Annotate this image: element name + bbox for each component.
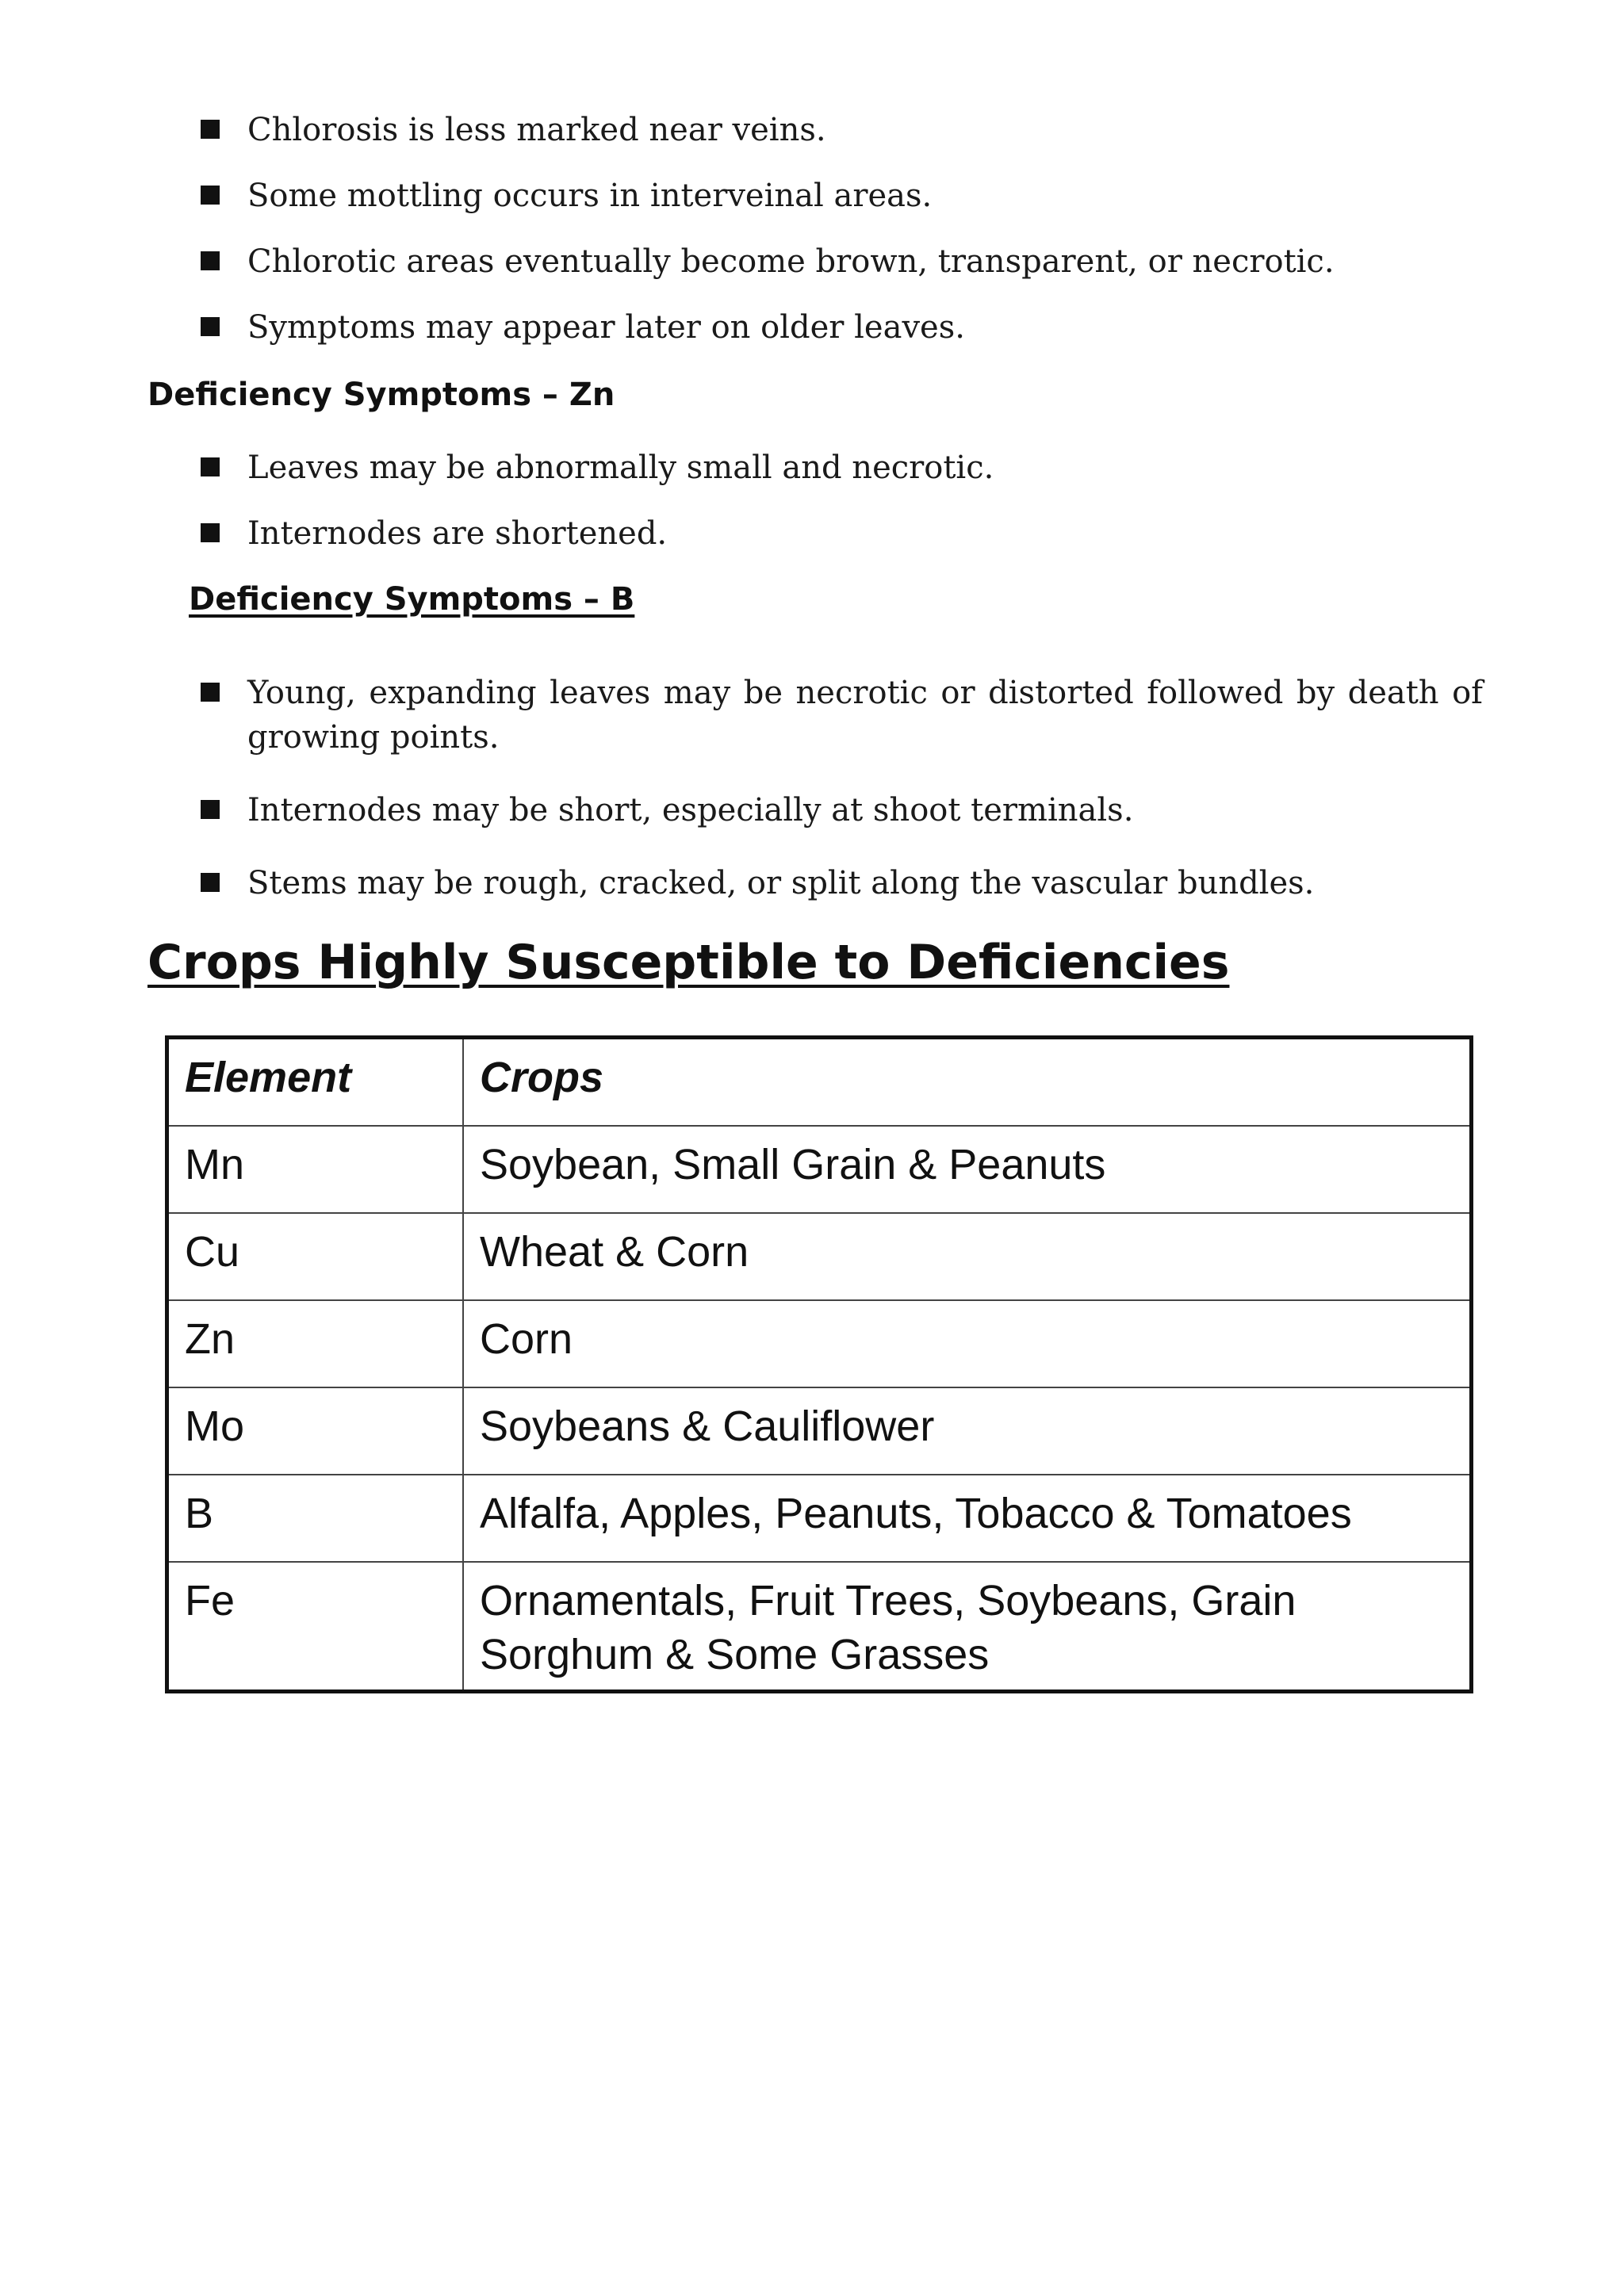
bullet-list-zn <box>198 446 1483 556</box>
list-item <box>198 446 1483 490</box>
table-row <box>167 1475 1472 1562</box>
table-row <box>167 1562 1472 1692</box>
table-row <box>167 1126 1472 1213</box>
list-item <box>198 861 1483 905</box>
square-bullet-icon <box>201 457 220 476</box>
square-bullet-icon <box>201 251 220 270</box>
table-cell-element: Mo <box>167 1387 464 1475</box>
list-item <box>198 174 1483 218</box>
list-item-text: Internodes are shortened. <box>247 515 668 552</box>
list-item <box>198 511 1483 556</box>
square-bullet-icon <box>201 683 220 702</box>
bullet-list-b <box>198 671 1483 905</box>
list-item-text: Leaves may be abnormally small and necrotic. <box>247 450 994 486</box>
table-cell-crops: Ornamentals, Fruit Trees, Soybeans, Grain Sorghum & Some Grasses <box>463 1562 1472 1692</box>
square-bullet-icon <box>201 186 220 205</box>
list-item <box>198 671 1483 760</box>
table-cell-crops: Soybeans & Cauliflower <box>463 1387 1472 1475</box>
table-row <box>167 1387 1472 1475</box>
column-header-crops: Crops <box>463 1038 1472 1127</box>
list-item <box>198 108 1483 152</box>
heading-deficiency-zn: Deficiency Symptoms – Zn <box>147 377 615 413</box>
list-item-text: Chlorosis is less marked near veins. <box>247 112 826 148</box>
table-header-row <box>167 1038 1472 1127</box>
list-item <box>198 305 1483 350</box>
bullet-list-top <box>198 108 1483 350</box>
list-item <box>198 239 1483 284</box>
table-cell-element: B <box>167 1475 464 1562</box>
table-row <box>167 1213 1472 1300</box>
heading-deficiency-b: Deficiency Symptoms – B <box>189 581 635 618</box>
list-item-text: Stems may be rough, cracked, or split along the vascular bundles. <box>247 865 1315 901</box>
table-cell-crops: Corn <box>463 1300 1472 1387</box>
list-item-text: Symptoms may appear later on older leaves. <box>247 309 965 346</box>
list-item <box>198 788 1483 832</box>
table-cell-element: Cu <box>167 1213 464 1300</box>
square-bullet-icon <box>201 120 220 139</box>
table-row <box>167 1300 1472 1387</box>
square-bullet-icon <box>201 800 220 819</box>
square-bullet-icon <box>201 317 220 336</box>
table-cell-element: Mn <box>167 1126 464 1213</box>
table-cell-crops: Alfalfa, Apples, Peanuts, Tobacco & Tomatoes <box>463 1475 1472 1562</box>
column-header-element: Element <box>167 1038 464 1127</box>
table-cell-element: Zn <box>167 1300 464 1387</box>
square-bullet-icon <box>201 873 220 892</box>
list-item-text: Young, expanding leaves may be necrotic or distorted followed by death of growing points. <box>247 675 1483 756</box>
list-item-text: Internodes may be short, especially at shoot terminals. <box>247 792 1134 828</box>
table-cell-element: Fe <box>167 1562 464 1692</box>
list-item-text: Some mottling occurs in interveinal areas. <box>247 178 933 214</box>
crops-table <box>165 1035 1473 1693</box>
list-item-text: Chlorotic areas eventually become brown, transparent, or necrotic. <box>247 243 1335 280</box>
table-cell-crops: Wheat & Corn <box>463 1213 1472 1300</box>
heading-crops-susceptible: Crops Highly Susceptible to Deficiencies <box>147 935 1230 990</box>
table-cell-crops: Soybean, Small Grain & Peanuts <box>463 1126 1472 1213</box>
square-bullet-icon <box>201 523 220 542</box>
